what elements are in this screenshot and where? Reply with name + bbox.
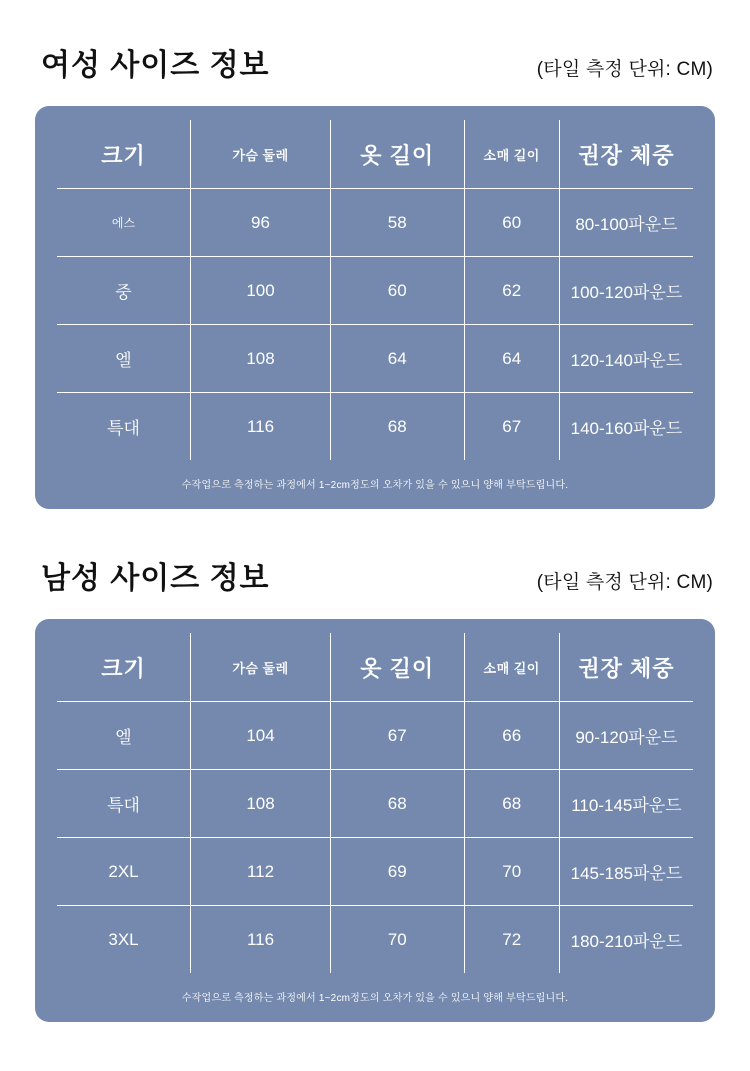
cell-chest: 108 — [191, 325, 331, 393]
column-header-sleeve: 소매 길이 — [464, 120, 559, 189]
table-row — [57, 770, 693, 838]
column-header-size: 크기 — [57, 633, 191, 702]
cell-size: 중 — [57, 257, 191, 325]
column-header-sleeve: 소매 길이 — [464, 633, 559, 702]
cell-size: 엘 — [57, 325, 191, 393]
cell-size: 에스 — [57, 189, 191, 257]
table-row — [57, 189, 693, 257]
cell-chest: 108 — [191, 770, 331, 838]
cell-length: 70 — [330, 906, 464, 974]
men-unit-note: (타일 측정 단위: CM) — [536, 572, 713, 593]
men-section-header — [35, 561, 715, 597]
table-header-row — [57, 120, 693, 189]
cell-weight: 110-145파운드 — [559, 770, 693, 838]
column-header-length: 옷 길이 — [330, 120, 464, 189]
table-row — [57, 702, 693, 770]
cell-size: 엘 — [57, 702, 191, 770]
cell-chest: 116 — [191, 906, 331, 974]
cell-sleeve: 70 — [464, 838, 559, 906]
cell-weight: 140-160파운드 — [570, 419, 683, 438]
column-header-size: 크기 — [57, 120, 191, 189]
cell-weight: 120-140파운드 — [559, 325, 693, 393]
cell-weight: 145-185파운드 — [559, 838, 693, 906]
cell-length: 68 — [330, 393, 464, 461]
cell-size: 2XL — [57, 838, 191, 906]
women-measurement-note: 수작업으로 측정하는 과정에서 1~2cm정도의 오차가 있을 수 있으니 양해 부탁드립니다. — [181, 480, 569, 491]
table-row — [57, 838, 693, 906]
cell-length: 58 — [330, 189, 464, 257]
cell-chest: 116 — [191, 393, 331, 461]
table-header-row — [57, 633, 693, 702]
men-measurement-note: 수작업으로 측정하는 과정에서 1~2cm정도의 오차가 있을 수 있으니 양해 부탁드립니다. — [181, 993, 569, 1004]
cell-chest: 112 — [191, 838, 331, 906]
table-row — [57, 393, 693, 461]
cell-size: 특대 — [57, 770, 191, 838]
cell-weight: 80-100파운드 — [559, 189, 693, 257]
men-size-table-card — [35, 619, 715, 1022]
cell-sleeve: 64 — [464, 325, 559, 393]
table-row — [57, 257, 693, 325]
cell-chest: 96 — [191, 189, 331, 257]
men-size-table — [57, 633, 693, 973]
cell-size: 3XL — [57, 906, 191, 974]
top-spacer — [35, 0, 715, 48]
cell-chest: 100 — [191, 257, 331, 325]
cell-sleeve: 68 — [464, 770, 559, 838]
cell-sleeve: 67 — [464, 393, 559, 461]
column-header-length: 옷 길이 — [330, 633, 464, 702]
cell-weight: 90-120파운드 — [559, 702, 693, 770]
men-size-section — [35, 561, 715, 1022]
women-size-table — [57, 120, 693, 460]
table-row — [57, 906, 693, 974]
women-unit-note: (타일 측정 단위: CM) — [536, 59, 713, 80]
cell-length: 69 — [330, 838, 464, 906]
cell-weight: 100-120파운드 — [559, 257, 693, 325]
men-header-spacer — [35, 597, 715, 619]
cell-sleeve: 66 — [464, 702, 559, 770]
women-size-table-card — [35, 106, 715, 509]
cell-length: 67 — [330, 702, 464, 770]
section-spacer — [35, 509, 715, 561]
column-header-weight: 권장 체중 — [559, 633, 693, 702]
cell-weight: 180-210파운드 — [570, 932, 683, 951]
women-header-spacer — [35, 84, 715, 106]
cell-sleeve: 60 — [464, 189, 559, 257]
cell-length: 60 — [330, 257, 464, 325]
cell-size: 특대 — [57, 393, 191, 461]
column-header-chest: 가슴 둘레 — [191, 120, 331, 189]
cell-sleeve: 62 — [464, 257, 559, 325]
women-section-title: 여성 사이즈 정보 — [41, 49, 270, 82]
cell-length: 68 — [330, 770, 464, 838]
women-section-header — [35, 48, 715, 84]
table-row — [57, 325, 693, 393]
women-size-section — [35, 48, 715, 509]
cell-sleeve: 72 — [464, 906, 559, 974]
cell-chest: 104 — [191, 702, 331, 770]
column-header-chest: 가슴 둘레 — [191, 633, 331, 702]
men-section-title: 남성 사이즈 정보 — [41, 562, 270, 595]
column-header-weight: 권장 체중 — [559, 120, 693, 189]
cell-length: 64 — [330, 325, 464, 393]
